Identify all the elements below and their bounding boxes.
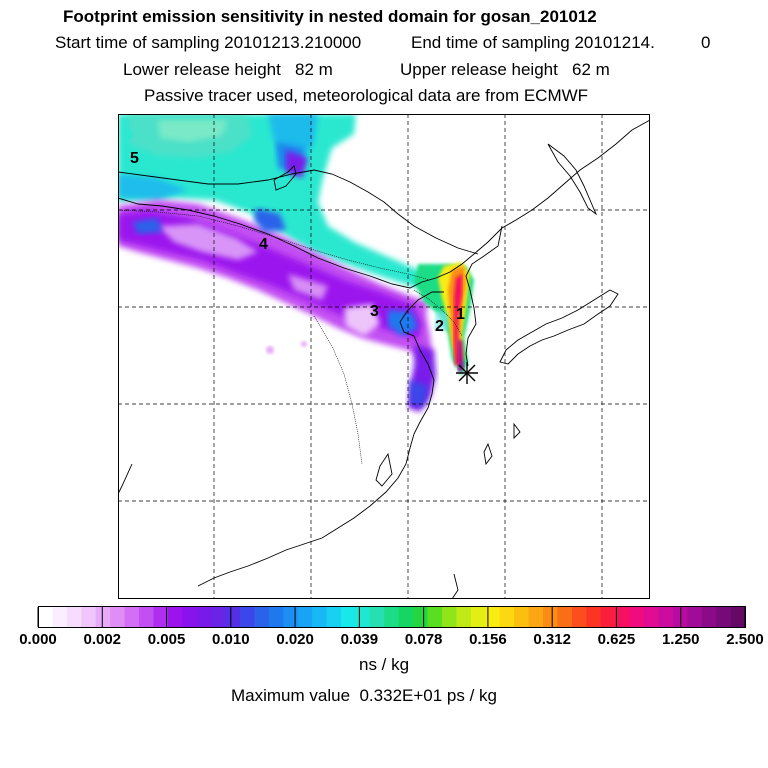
region-label-4: 4 bbox=[259, 236, 268, 253]
region-label-5: 5 bbox=[130, 150, 139, 167]
unit-label: ns / kg bbox=[359, 655, 410, 674]
colorbar-cell bbox=[197, 607, 212, 627]
colorbar-cell bbox=[572, 607, 587, 627]
colorbar-cell bbox=[211, 607, 226, 627]
colorbar-tick-label: 0.078 bbox=[404, 631, 443, 648]
colorbar-cell bbox=[139, 607, 154, 627]
colorbar-cell bbox=[731, 607, 746, 627]
colorbar-cell bbox=[471, 607, 486, 627]
colorbar-cell bbox=[52, 607, 67, 627]
colorbar-cell bbox=[240, 607, 255, 627]
end-time-suffix: 0 bbox=[701, 33, 711, 52]
colorbar-cell bbox=[456, 607, 471, 627]
region-label-2: 2 bbox=[435, 318, 444, 335]
colorbar-cell bbox=[644, 607, 659, 627]
colorbar-tick-label: 0.010 bbox=[212, 631, 250, 648]
colorbar-tick-label: 0.005 bbox=[147, 631, 186, 648]
colorbar-cell bbox=[716, 607, 731, 627]
colorbar-cell bbox=[370, 607, 385, 627]
colorbar-tick-label: 0.002 bbox=[83, 631, 122, 648]
region-label-1: 1 bbox=[456, 306, 465, 323]
tracer-info: Passive tracer used, meteorological data are from ECMWF bbox=[144, 86, 589, 105]
colorbar-cell bbox=[702, 607, 717, 627]
colorbar-cell bbox=[355, 607, 370, 627]
colorbar-cell bbox=[298, 607, 313, 627]
colorbar-cell bbox=[182, 607, 197, 627]
colorbar-tick-label: 0.000 bbox=[19, 631, 57, 648]
colorbar-tick-label: 0.312 bbox=[533, 631, 571, 648]
colorbar-cell bbox=[500, 607, 515, 627]
colorbar-cell bbox=[601, 607, 616, 627]
colorbar-cell bbox=[269, 607, 284, 627]
colorbar-cell bbox=[38, 607, 53, 627]
colorbar-cell bbox=[586, 607, 601, 627]
colorbar-tick-label: 0.020 bbox=[276, 631, 314, 648]
colorbar-cell bbox=[110, 607, 125, 627]
colorbar-cell bbox=[226, 607, 241, 627]
colorbar-tick-label: 1.250 bbox=[661, 631, 700, 648]
colorbar-cell bbox=[168, 607, 183, 627]
max-value-label: Maximum value 0.332E+01 ps / kg bbox=[231, 686, 497, 705]
colorbar-cell bbox=[67, 607, 82, 627]
colorbar bbox=[0, 600, 768, 652]
colorbar-cell bbox=[125, 607, 140, 627]
colorbar-cell bbox=[399, 607, 414, 627]
colorbar-cell bbox=[428, 607, 443, 627]
colorbar-cell bbox=[543, 607, 558, 627]
lower-release-height: Lower release height 82 m bbox=[123, 60, 333, 79]
colorbar-tick-label: 0.039 bbox=[340, 631, 379, 648]
colorbar-cell bbox=[615, 607, 630, 627]
sensitivity-map bbox=[118, 114, 650, 599]
colorbar-tick-label: 0.156 bbox=[469, 631, 507, 648]
colorbar-cell bbox=[384, 607, 399, 627]
colorbar-cell bbox=[96, 607, 111, 627]
colorbar-cell bbox=[254, 607, 269, 627]
colorbar-cell bbox=[658, 607, 673, 627]
receptor-asterisk-marker bbox=[456, 362, 478, 384]
colorbar-cell bbox=[529, 607, 544, 627]
upper-release-height: Upper release height 62 m bbox=[400, 60, 610, 79]
end-time-label: End time of sampling 20101214. bbox=[411, 33, 655, 52]
colorbar-cell bbox=[557, 607, 572, 627]
colorbar-cell bbox=[341, 607, 356, 627]
colorbar-cell bbox=[312, 607, 327, 627]
start-time-label: Start time of sampling 20101213.210000 bbox=[55, 33, 362, 52]
colorbar-tick-label: 0.625 bbox=[597, 631, 636, 648]
colorbar-cell bbox=[630, 607, 645, 627]
colorbar-cell bbox=[327, 607, 342, 627]
colorbar-cell bbox=[81, 607, 96, 627]
colorbar-cell bbox=[413, 607, 428, 627]
colorbar-cell bbox=[442, 607, 457, 627]
region-label-3: 3 bbox=[370, 303, 379, 320]
colorbar-tick-label: 2.500 bbox=[726, 631, 764, 648]
colorbar-cell bbox=[687, 607, 702, 627]
colorbar-cell bbox=[283, 607, 298, 627]
colorbar-cell bbox=[514, 607, 529, 627]
plot-title: Footprint emission sensitivity in nested domain for gosan_201012 bbox=[63, 7, 597, 26]
